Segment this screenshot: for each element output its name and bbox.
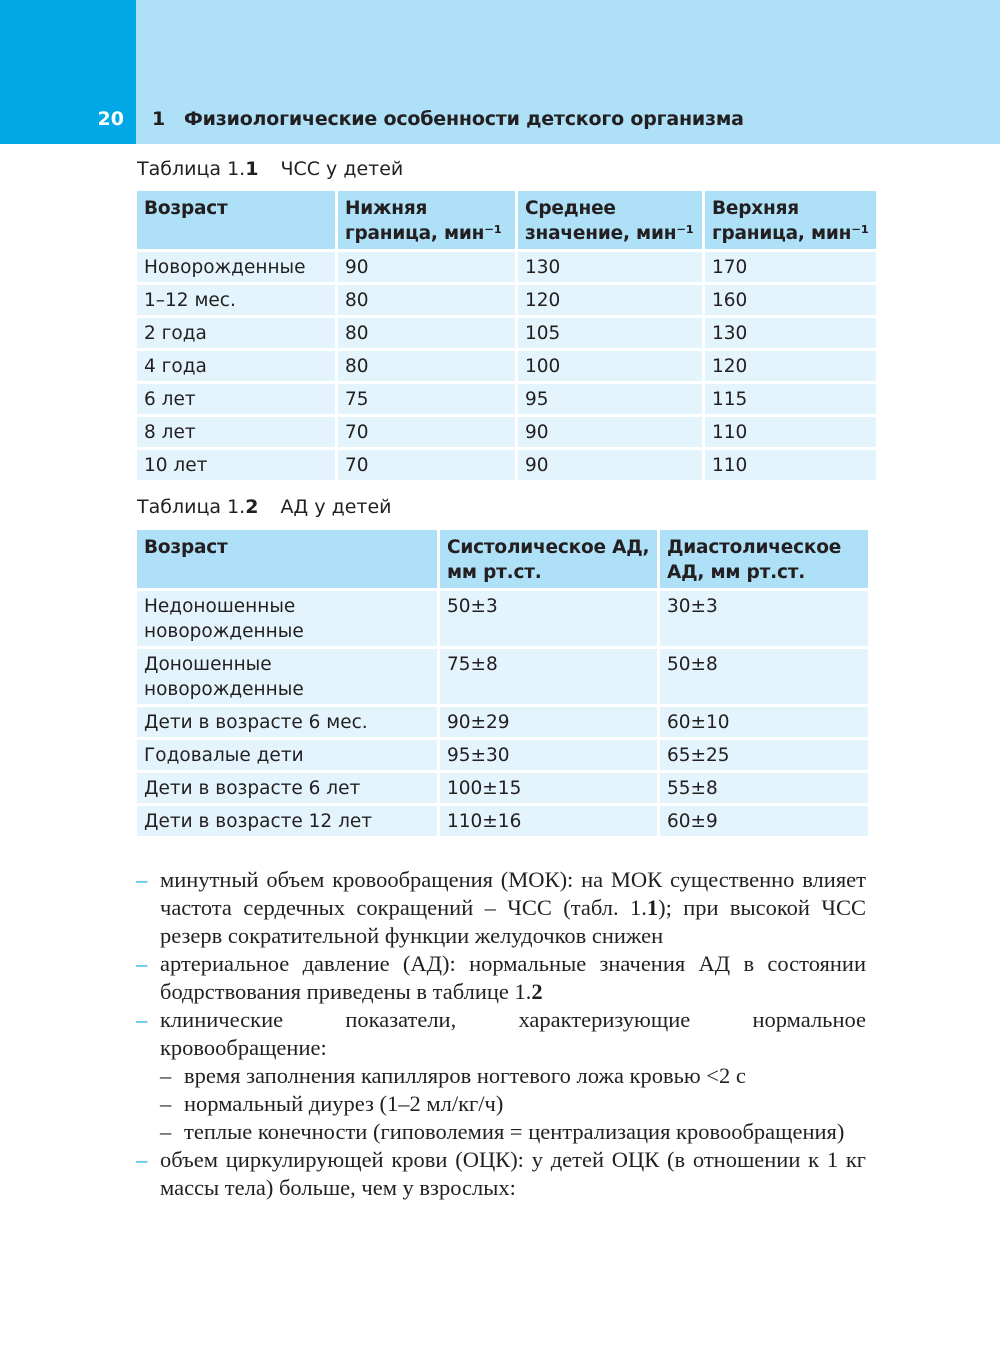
table-row [137,351,876,381]
table-row [137,252,876,282]
list-item-text: минутный объем кровообращения (МОК): на МОК существенно влияет частота сердечных сокращений – ЧСС (табл. 1. [160,867,866,920]
table-row [137,649,868,704]
table-cell: 160 [705,285,876,315]
table-cell: 70 [338,450,515,480]
list-item [136,1146,866,1202]
column-header: Возраст [137,191,335,249]
list-item-bold: 2 [531,979,543,1004]
table1-caption-number: 1 [245,158,259,180]
sub-list-item [136,1062,866,1090]
sub-list-dash: – [160,1091,172,1116]
sub-list-item [136,1118,866,1146]
table-cell: 50±8 [660,649,868,704]
column-header: Нижняя граница, мин⁻¹ [338,191,515,249]
table-cell: 60±9 [660,806,868,836]
table1-caption-title: ЧСС у детей [280,158,404,180]
heart-rate-table [134,188,879,483]
table-row [137,806,868,836]
table1-caption [137,158,403,180]
table-cell: 6 лет [137,384,335,414]
table-row [137,450,876,480]
table-cell: 80 [338,351,515,381]
table1-caption-label: Таблица 1. [137,158,246,180]
chapter-title: Физиологические особенности детского организма [184,108,744,130]
list-item-text: объем циркулирующей крови (ОЦК): у детей ОЦК (в отношении к 1 кг массы тела) больше, чем у взрослых: [160,1147,866,1200]
table-cell: 120 [518,285,702,315]
table-row [137,384,876,414]
table2-caption [137,496,392,518]
table-cell: 50±3 [440,591,657,646]
table-cell: 8 лет [137,417,335,447]
table-row [137,773,868,803]
table-cell: Годовалые дети [137,740,437,770]
table-header-row [137,191,876,249]
table-row [137,740,868,770]
table-cell: 110±16 [440,806,657,836]
table-row [137,318,876,348]
table-cell: 90±29 [440,707,657,737]
table-cell: 55±8 [660,773,868,803]
list-item [136,866,866,950]
sub-list-item-text: теплые конечности (гиповолемия = централизация кровообращения) [184,1119,845,1144]
list-item-text: клинические показатели, характеризующие нормальное кровообращение: [160,1007,866,1060]
table-cell: Дети в возрасте 12 лет [137,806,437,836]
table2-caption-title: АД у детей [280,496,392,518]
table-cell: 105 [518,318,702,348]
table-cell: 95±30 [440,740,657,770]
table-cell: 95 [518,384,702,414]
table-cell: Новорожденные [137,252,335,282]
table-cell: 65±25 [660,740,868,770]
sub-list-item-text: нормальный диурез (1–2 мл/кг/ч) [184,1091,504,1116]
table-row [137,707,868,737]
table-cell: 80 [338,285,515,315]
table-cell: 60±10 [660,707,868,737]
chapter-number: 1 [152,108,166,130]
table-cell: 170 [705,252,876,282]
list-dash: – [136,1007,148,1032]
list-dash: – [136,951,148,976]
table-cell: 80 [338,318,515,348]
body-text-list [136,866,866,1202]
table-cell: 120 [705,351,876,381]
blood-pressure-table [134,527,871,839]
table-cell: 110 [705,450,876,480]
table-cell: 75±8 [440,649,657,704]
column-header: Возраст [137,530,437,588]
list-item-text: артериальное давление (АД): нормальные значения АД в состоянии бодрствования приведены в таблице 1. [160,951,866,1004]
list-item-bold: 1 [646,895,659,920]
table-cell: Дети в возрасте 6 лет [137,773,437,803]
table-cell: 2 года [137,318,335,348]
table-cell: Недоношенные новорожденные [137,591,437,646]
sub-list-item [136,1090,866,1118]
table-cell: Дети в возрасте 6 мес. [137,707,437,737]
table-cell: 4 года [137,351,335,381]
table-cell: 1–12 мес. [137,285,335,315]
page-number: 20 [97,108,124,130]
table-cell: 90 [518,417,702,447]
column-header: Среднее значение, мин⁻¹ [518,191,702,249]
table-cell: 10 лет [137,450,335,480]
table-cell: 90 [518,450,702,480]
list-item [136,950,866,1006]
list-item-text: ); при высокой ЧСС резерв сократительной функции желудочков снижен [160,895,866,948]
table-cell: 110 [705,417,876,447]
sub-list-dash: – [160,1063,172,1088]
list-dash: – [136,867,148,892]
table2-caption-number: 2 [245,496,259,518]
sub-list-dash: – [160,1119,172,1144]
list-dash: – [136,1147,148,1172]
table-row [137,417,876,447]
table-cell: 75 [338,384,515,414]
table-cell: 130 [705,318,876,348]
table-cell: Доношенные новорожденные [137,649,437,704]
table-cell: 30±3 [660,591,868,646]
table-header-row [137,530,868,588]
table-cell: 90 [338,252,515,282]
sub-list-item-text: время заполнения капилляров ногтевого ложа кровью <2 с [184,1063,746,1088]
table-row [137,591,868,646]
table-cell: 115 [705,384,876,414]
table-cell: 70 [338,417,515,447]
table2-caption-label: Таблица 1. [137,496,246,518]
column-header: Систолическое АД, мм рт.ст. [440,530,657,588]
table-cell: 100 [518,351,702,381]
table-row [137,285,876,315]
table-cell: 130 [518,252,702,282]
table-cell: 100±15 [440,773,657,803]
column-header: Верхняя граница, мин⁻¹ [705,191,876,249]
column-header: Диастолическое АД, мм рт.ст. [660,530,868,588]
list-item [136,1006,866,1062]
